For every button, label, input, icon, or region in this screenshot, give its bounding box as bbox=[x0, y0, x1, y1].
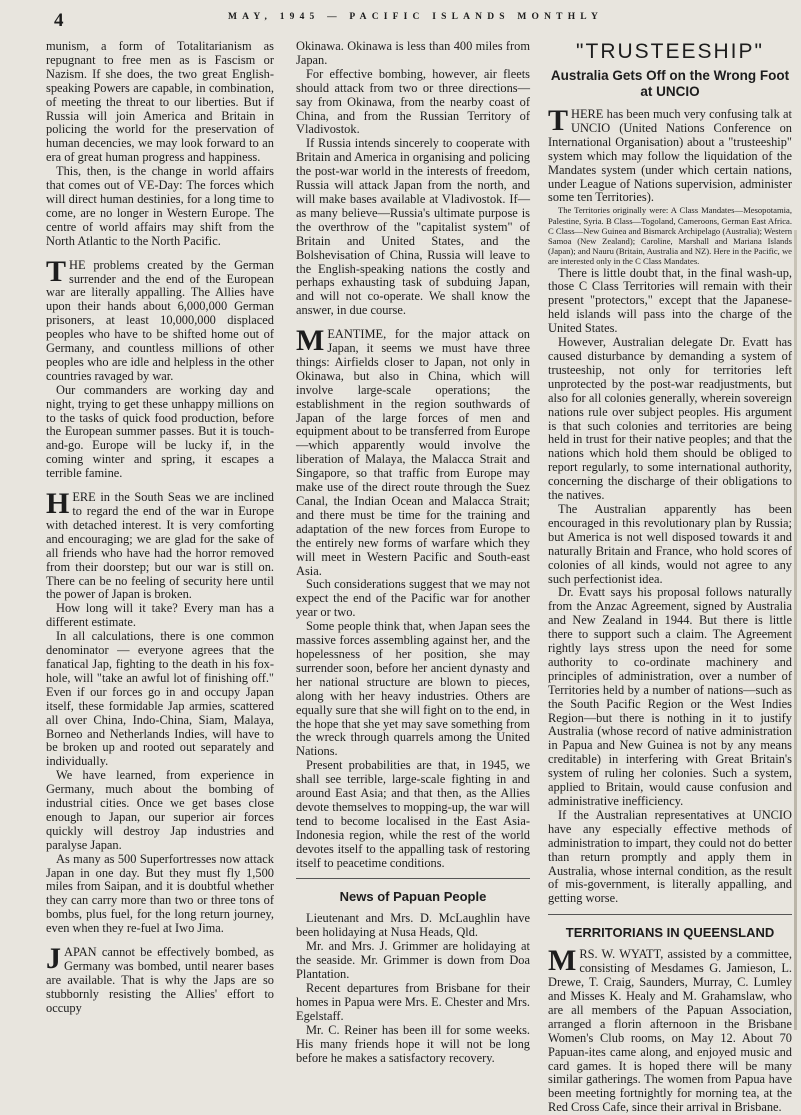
column-3 bbox=[548, 40, 792, 1115]
paragraph: The Australian apparently has been encouraged in this revolutionary plan by Russia; but America is not well disposed towards it and naturally Britain and France, who hold scores of colonies of all kinds, would not agree to any such perfectionist idea. bbox=[548, 501, 792, 586]
paragraph: For effective bombing, however, air fleets should attack from two or three directions—say from Okinawa, from the nearby coast of China, and from the Russian Territory of Vladivostok. bbox=[296, 66, 530, 137]
footnote-paragraph: The Territories originally were: A Class Mandates—Mesopotamia, Palestine, Syria. B Class—Togoland, Cameroons, German East Africa. C Class—New Guinea and Bismarck Archipelago (Australia); Western Samoa (New Zealand); Caroline, Marshall and Mariana Islands (Japan); and Nauru (Britain, Australia and NZ). Here in the Pacific, we are interested only in the C Class Mandates. bbox=[548, 205, 792, 267]
drop-cap: J bbox=[46, 942, 61, 976]
paragraph: Present probabilities are that, in 1945, we shall see terrible, large-scale fighting in and around East Asia; and that then, as the Allies devote themselves to mopping-up, the war will tend to become localised in the East Asia-Indonesia region, while the rest of the world devotes itself to the appalling task of restoring itself to peacetime conditions. bbox=[296, 758, 530, 870]
page-edge-shadow bbox=[794, 230, 797, 1030]
paragraph: In all calculations, there is one common denominator — everyone agrees that the fanatical Jap, fighting to the death in his fox-hole, will "take an awful lot of finishing off." Even if our forces go in and occupy Japan itself, these formidable Jap armies, scattered all over China, Indo-China, Siam, Malaya, Borneo and Netherlands Indies, will have to be broken up and rooted out separately and individually. bbox=[46, 629, 274, 769]
paragraph: Our commanders are working day and night, trying to get these unhappy millions on to the tasks of quick food production, before the European summer passes. But it is touch-and-go. Europe will be lucky if, in the coming winter and spring, it escapes a terrible famine. bbox=[46, 382, 274, 481]
paragraph: If the Australian representatives at UNCIO have any especially effective methods of administration to impart, they could not do better than return promptly and apply them in Australia, whose internal condition, as the result of mis-government, is literally appalling, and getting worse. bbox=[548, 807, 792, 906]
paragraph: Some people think that, when Japan sees the massive forces assembling against her, and the hopelessness of her position, she may surrender soon, before her ancient dynasty and her national structure are blown to pieces, along with her heavy industries. Others are equally sure that she will fight on to the end, in the hope that she yet may save something from the wreck through quarrels among the United Nations. bbox=[296, 619, 530, 759]
paragraph: How long will it take? Every man has a different estimate. bbox=[46, 601, 274, 630]
paragraph: Recent departures from Brisbane for their homes in Papua were Mrs. E. Chester and Mrs. Egelstaff. bbox=[296, 981, 530, 1023]
drop-cap: M bbox=[548, 944, 577, 978]
drop-cap: M bbox=[296, 324, 325, 358]
paragraph: Mr. and Mrs. J. Grimmer are holidaying at the seaside. Mr. Grimmer is down from Doa Plantation. bbox=[296, 939, 530, 982]
drop-cap: T bbox=[46, 254, 67, 288]
paragraph: Dr. Evatt says his proposal follows naturally from the Anzac Agreement, signed by Australia and New Zealand in 1944. But there is little there to support such a claim. The Agreement rightly lays stress upon the need for some authority to co-ordinate machinery and principles of administration, over a number of Territories held by a number of nations—such as the South Pacific Region or the West Indies Region—but there is nothing in it to justify Australia (whose record of native administration in Papua and New Guinea is not by any means creditable) in interfering with Great Britain's system of ruling her colonies. Such a system, applied to Britain, would cause confusion and administrative inefficiency. bbox=[548, 585, 792, 808]
divider bbox=[548, 914, 792, 915]
divider bbox=[296, 878, 530, 879]
page-number: 4 bbox=[54, 10, 64, 31]
section-heading-papuan: News of Papuan People bbox=[339, 889, 487, 905]
paragraph: MEANTIME, for the major attack on Japan, it seems we must have three things: Airfields closer to Japan, not only in Okinawa, but also in China, which will involve large-scale operations; the establishment in the region southwards of Japan of the large forces of men and equipment about to be transferred from Europe—which apparently would involve the liberation of Malaya, the Malacca Strait and Singapore, so that traffic from Europe may make use of the direct route through the Suez Canal, the Indian Ocean and Malacca Strait; and there must be time for the training and adaptation of the new forces from Europe to the entirely new forms of warfare which they will meet in Western Pacific and South-east Asia. bbox=[296, 324, 530, 578]
paragraph: THE problems created by the German surrender and the end of the European war are literally appalling. The Allies have upon their hands about 6,000,000 German prisoners, at least 10,000,000 displaced peoples who have to be shifted home out of Germany, and countless millions of other peoples who are idle and helpless in the other countries ravaged by war. bbox=[46, 254, 274, 383]
article-subtitle: Australia Gets Off on the Wrong Foot at UNCIO bbox=[550, 68, 790, 99]
paragraph: munism, a form of Totalitarianism as repugnant to free men as is Fascism or Nazism. If she does, the two great English-speaking Powers are capable, in combination, of meeting the threat to our liberties. But if Russia will join America and Britain in policing the world for the preservation of human decencies, we may look forward to an era of great human progress and happiness. bbox=[46, 39, 274, 165]
paragraph: Lieutenant and Mrs. D. McLaughlin have been holidaying at Nusa Heads, Qld. bbox=[296, 911, 530, 940]
drop-cap: H bbox=[46, 487, 70, 521]
paragraph: We have learned, from experience in Germany, much about the bombing of industrial cities. Once we get bases close enough to Japan, our superior air forces quickly will destroy Jap industries and paralyse Japan. bbox=[46, 768, 274, 852]
section-heading-queensland: TERRITORIANS IN QUEENSLAND bbox=[565, 925, 775, 941]
paragraph: MRS. W. WYATT, assisted by a committee, consisting of Mesdames G. Jamieson, L. Drewe, T. Craig, Saunders, Murray, C. Lumley and Misses K. Healy and M. Grahamslaw, who are all members of the Papuan Association, arranged a florin afternoon in the Brisbane Women's Club rooms, on May 12. About 70 Papuan-ites came along, and enjoyed music and card games. It is hoped there will be many similar gatherings. The women from Papua have been meeting fortnightly for morning tea, at the Red Cross Cafe, since their arrival in Brisbane. bbox=[548, 944, 792, 1115]
paragraph: As many as 500 Superfortresses now attack Japan in one day. But they must fly 1,500 miles from Saipan, and it is doubtful whether they can carry more than two or three tons of bombs, plus fuel, for the long return journey, even when they re-fuel at Iwo Jima. bbox=[46, 851, 274, 936]
paragraph: There is little doubt that, in the final wash-up, those C Class Territories will remain with their present "protectors," except that the Japanese-held islands will pass into the charge of the United States. bbox=[548, 265, 792, 336]
paragraph: This, then, is the change in world affairs that comes out of VE-Day: The forces which will direct human destinies, for a long time to come, are no longer in Western Europe. The centre of world affairs may shift from the North Atlantic to the North Pacific. bbox=[46, 164, 274, 248]
paragraph: THERE has been much very confusing talk at UNCIO (United Nations Conference on International Organisation) about a "trusteeship" system which may follow the liquidation of the Mandates system (under which certain nations, under League of Nations supervision, administer some ten Territories). bbox=[548, 104, 792, 205]
paragraph: Such considerations suggest that we may not expect the end of the Pacific war for another year or two. bbox=[296, 577, 530, 620]
paragraph: If Russia intends sincerely to cooperate with Britain and America in organising and policing the post-war world in the interests of freedom, Russia will attack Japan from the north, and will make bases available at Vladivostok. If—as many believe—Russia's ultimate purpose is the overthrow of the "capitalist system" of Britain and United States, and the Bolshevisation of China, Russia will leave to the English-speaking nations the costly and perhaps exhausting task of subduing Japan, and will not co-operate. We shall know the answer, in due course. bbox=[296, 136, 530, 318]
drop-cap: T bbox=[548, 104, 569, 137]
paragraph: JAPAN cannot be effectively bombed, as Germany was bombed, until nearer bases are available. That is why the Japs are so stubbornly resisting the Allies' effort to occupy bbox=[46, 942, 274, 1015]
column-1 bbox=[46, 40, 274, 1016]
paragraph: Okinawa. Okinawa is less than 400 miles from Japan. bbox=[296, 39, 530, 67]
running-head: MAY, 1945 — PACIFIC ISLANDS MONTHLY bbox=[228, 12, 604, 22]
paragraph: Mr. C. Reiner has been ill for some weeks. His many friends hope it will not be long before he makes a satisfactory recovery. bbox=[296, 1022, 530, 1065]
paragraph: However, Australian delegate Dr. Evatt has caused disturbance by demanding a system of trusteeship, not only for territories left unprotected by the post-war readjustments, but also for all colonies generally, wherein sovereign nations rule over subject peoples. His argument is that such colonies and territories are being held in trust for their native peoples; and that the nations which hold them should be obliged to report regularly, to some international authority, concerning the discharge of their obligations to the natives. bbox=[548, 335, 792, 503]
paragraph: HERE in the South Seas we are inclined to regard the end of the war in Europe with detached interest. It is very comforting and encouraging; we are glad for the sake of all friends who have had the horror removed from their doorstep; but our war is still on. There can be no feeling of security here until the power of Japan is broken. bbox=[46, 487, 274, 602]
column-2 bbox=[296, 40, 530, 1065]
article-title: "TRUSTEESHIP" bbox=[576, 40, 764, 63]
